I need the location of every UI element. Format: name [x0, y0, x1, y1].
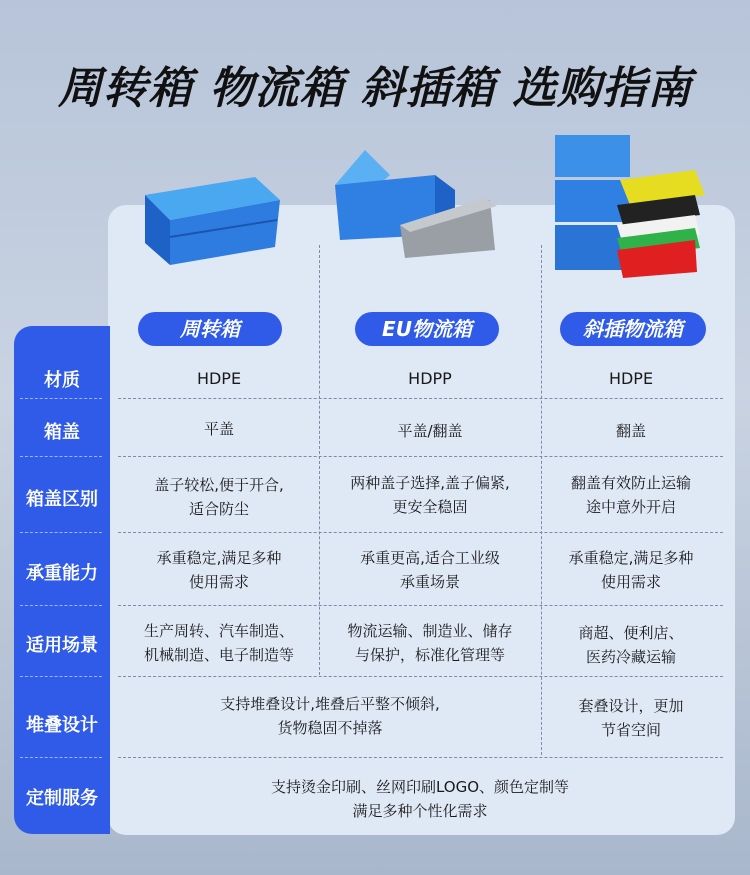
column-header-eu-box: EU物流箱	[355, 312, 499, 346]
row-divider	[118, 398, 723, 399]
cell-lid-eu: 平盖/翻盖	[397, 422, 463, 440]
cell-material-slanted: HDPE	[608, 369, 654, 388]
row-label-material: 材质	[44, 370, 80, 391]
cell-lid-slanted: 翻盖	[615, 422, 646, 440]
cell-application-turnover: 生产周转、汽车制造、 机械制造、电子制造等	[143, 622, 294, 664]
column-divider	[319, 245, 320, 675]
eu-crate-icon	[325, 140, 505, 265]
row-divider	[118, 456, 723, 457]
cell-stacking-slanted: 套叠设计，更加 节省空间	[578, 697, 684, 739]
sidebar-divider	[20, 605, 102, 606]
row-label-stacking: 堆叠设计	[26, 715, 98, 736]
cell-load-eu: 承重更高,适合工业级 承重场景	[360, 549, 500, 591]
cell-customization-merged: 支持烫金印刷、丝网印刷LOGO、颜色定制等 满足多种个性化需求	[270, 778, 570, 820]
sidebar-divider	[20, 398, 102, 399]
cell-stacking-merged: 支持堆叠设计,堆叠后平整不倾斜, 货物稳固不掉落	[220, 695, 440, 737]
nesting-crates-icon	[545, 130, 720, 280]
cell-application-slanted: 商超、便利店、 医药冷藏运输	[578, 624, 684, 666]
row-label-lid-difference: 箱盖区别	[26, 489, 98, 510]
cell-lid-turnover: 平盖	[203, 420, 234, 438]
row-divider	[118, 757, 723, 758]
page-title: 周转箱 物流箱 斜插箱 选购指南	[58, 63, 692, 114]
row-divider	[118, 676, 723, 677]
row-label-lid: 箱盖	[44, 422, 80, 443]
sidebar-divider	[20, 676, 102, 677]
cell-load-turnover: 承重稳定,满足多种 使用需求	[156, 549, 282, 591]
blue-crate-icon	[135, 165, 285, 270]
row-divider	[118, 605, 723, 606]
row-label-load-capacity: 承重能力	[26, 563, 98, 584]
cell-lid-diff-slanted: 翻盖有效防止运输 途中意外开启	[570, 474, 691, 516]
cell-load-slanted: 承重稳定,满足多种 使用需求	[568, 549, 694, 591]
row-divider	[118, 532, 723, 533]
sidebar-divider	[20, 757, 102, 758]
sidebar-divider	[20, 456, 102, 457]
cell-application-eu: 物流运输、制造业、储存 与保护，标准化管理等	[347, 622, 513, 664]
cell-lid-diff-eu: 两种盖子选择,盖子偏紧, 更安全稳固	[350, 474, 510, 516]
cell-lid-diff-turnover: 盖子较松,便于开合, 适合防尘	[154, 476, 284, 518]
row-label-application: 适用场景	[26, 635, 98, 656]
row-label-customization: 定制服务	[26, 788, 98, 809]
column-header-turnover-box: 周转箱	[138, 312, 282, 346]
sidebar-divider	[20, 532, 102, 533]
cell-material-eu: HDPP	[408, 369, 452, 388]
cell-material-turnover: HDPE	[196, 369, 242, 388]
column-header-slanted-box: 斜插物流箱	[560, 312, 706, 346]
